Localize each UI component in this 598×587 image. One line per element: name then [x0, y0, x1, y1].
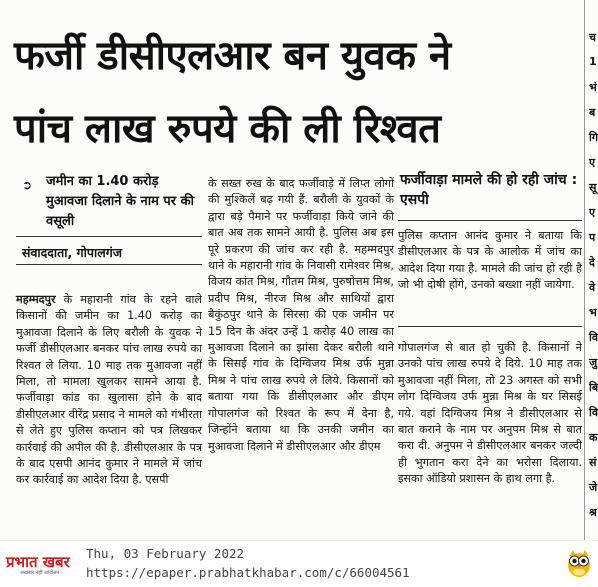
column-1-text: के महारानी गांव के रहने वाले किसानों की जमीन का 1.40 करोड़ का मुआवजा दिलाने के लिए बरौली के युवक ने फर्जी डीसीएलआर बनकर पांच लाख रुपये का रिश्वत ले लिया. 10 माह तक मुआवजा नहीं मिला, तो मामला खुलकर सामने आया है. फर्जीवाड़ा कांड का खुलासा होने के बाद डीसीएलआर वीरेंद्र प्रसाद ने मामले को गंभीरता से लेते हुए पुलिस कप्तान को पत्र लिखकर कार्रवाई की अपील की है. डीसीएलआर के पत्र के बाद एसपी आनंद कुमार ने मामले में जांच कर कार्रवाई का आदेश दिया है. एसपी	[16, 293, 202, 487]
arrow-bullet-icon: ➲	[22, 178, 33, 192]
side-heading: फर्जीवाड़ा मामले की हो रही जांच : एसपी	[400, 172, 578, 208]
column-3-text: गोपालगंज से बात हो चुकी है. किसानों ने उनको पांच लाख रुपये दे दिये. 10 माह तक मुआवजा नहीं मिला, तो 23 अगस्त को सभी लोग दिग्विजय उर्फ मुन्ना मिश्र के घर सिसई गये. वहां दिग्विजय मिश्र ने डीसीएलआर से बात कराने के नाम पर अनुपम मिश्र से बात करा दी. अनुपम ने डीसीएलआर बनकर जल्दी ही भुगतान करा देने का भरोसा दिलाया. इसका ऑडियो प्रशासन के हाथ लगा है.	[398, 341, 582, 486]
column-2-text: के सख्त रुख के बाद फर्जीवाड़े में लिप्त लोगों की मुश्किलें बढ़ गयी हैं. बरौली के युवकों के द्वारा बड़े पैमाने पर फर्जीवाड़ा किये जाने की बात अब तक सामने आयी है. पुलिस अब इस पूरे प्रकरण की जांच कर रही है. महम्मदपुर थाने के महारानी गांव के निवासी रामेश्वर मिश्र, विजय कांत मिश्र, गौतम मिश्र, पुरुषोत्तम मिश्र, प्रदीप मिश्र, नीरज मिश्र और साथियों द्वारा बैकुंठपुर थाने के सिरसा की एक जमीन पर 15 दिन के अंदर उन्हें 1 करोड़ 40 लाख का मुआवजा दिलाने का झांसा देकर बरौली थाने के सिसई गांव के दिग्विजय मिश्र उर्फ मुन्ना मिश्र ने पांच लाख रुपये ले लिये. किसानों को बताया गया कि डीसीएलआर और डीएम गोपालगंज को रिश्वत के रूप में देना है, जिन्होंने बताया था कि उनकी जमीन का मुआवजा दिलाने में डीसीएलआर और डीएम	[208, 177, 394, 453]
edge-glyph: ए	[589, 156, 596, 169]
edge-glyph: वि	[589, 406, 598, 419]
divider	[398, 220, 582, 221]
edge-glyph: सं	[589, 456, 597, 469]
edge-glyph: जे	[589, 481, 598, 494]
prabhat-khabar-logo[interactable]	[6, 552, 80, 574]
edge-glyph: बि	[589, 381, 598, 394]
edge-glyph: भ	[589, 306, 597, 319]
edge-glyph: ब	[589, 106, 596, 119]
edge-glyph: भं	[589, 81, 597, 94]
edge-glyph: 1	[589, 55, 597, 68]
headline-line-2: पांच लाख रुपये की ली रिश्वत	[14, 106, 441, 152]
logo-text: प्रभात खबर	[6, 553, 70, 571]
edge-glyph: च	[589, 31, 596, 44]
edge-glyph: प	[589, 231, 596, 244]
adjacent-article-edge	[584, 0, 598, 540]
edge-glyph: ए	[589, 206, 596, 219]
article-column-3	[398, 340, 582, 488]
owl-icon	[564, 548, 594, 578]
divider	[16, 264, 202, 265]
edge-glyph: जु	[589, 356, 598, 369]
subheading-text: जमीन का 1.40 करोड़ मुआवजा दिलाने के नाम पर की वसूली	[46, 174, 194, 229]
side-box-text	[398, 228, 582, 294]
byline: संवाददाता, गोपालगंज	[22, 245, 123, 260]
edge-glyph: श्र	[589, 506, 597, 519]
edition-date: Thu, 03 February 2022	[86, 546, 245, 561]
edge-glyph: वे	[589, 281, 596, 294]
edge-glyph: क	[589, 431, 598, 444]
logo-tagline: अखबार नहीं आंदोलन	[20, 570, 60, 576]
divider	[398, 326, 582, 327]
side-text: पुलिस कप्तान आनंद कुमार ने बताया कि डीसीएलआर के पत्र के आलोक में जांच का आदेश दिया गया है. मामले की जांच हो रही है जो भी दोषी होंगे, उनको बख्शा नहीं जायेगा.	[398, 229, 582, 292]
headline-line-1: फर्जी डीसीएलआर बन युवक ने	[14, 33, 451, 79]
subheading	[22, 172, 202, 232]
article-column-1	[16, 292, 202, 489]
edge-glyph: वि	[589, 331, 598, 344]
divider	[16, 236, 202, 237]
article-column-2	[208, 176, 394, 455]
edge-glyph: गि	[589, 131, 598, 144]
edge-glyph: दे	[589, 256, 595, 269]
edge-glyph: सू	[589, 181, 597, 194]
dateline: महम्मदपुर	[16, 293, 56, 306]
clip-url[interactable]: https://epaper.prabhatkhabar.com/c/66004561	[86, 565, 410, 580]
